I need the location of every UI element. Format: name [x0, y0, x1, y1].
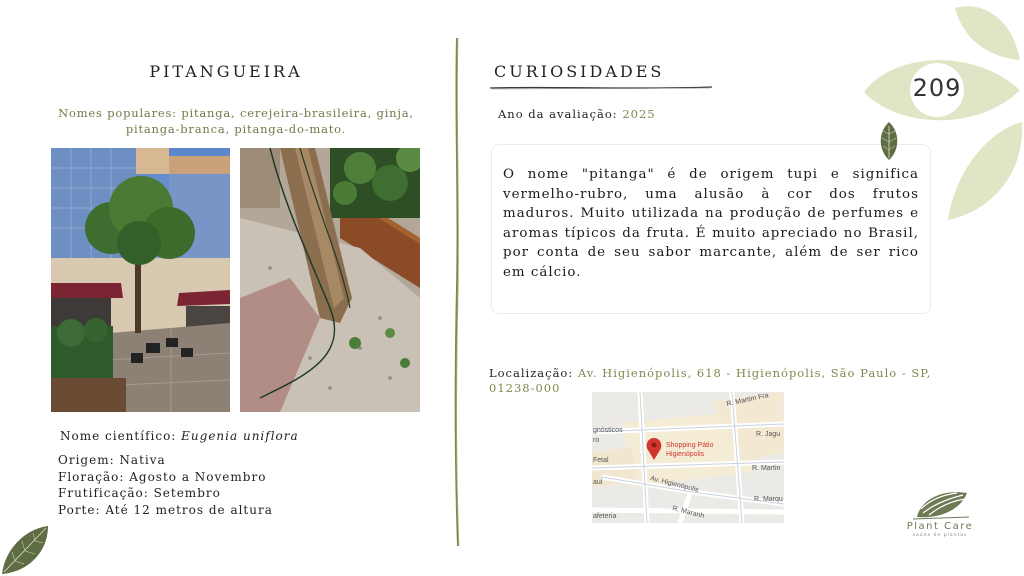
flowering: Floração: Agosto a Novembro — [58, 470, 267, 484]
location-map[interactable] — [592, 392, 784, 523]
title-underline — [490, 84, 712, 92]
curiosities-title: CURIOSIDADES — [494, 62, 665, 81]
map-street-maranh: R. Maranh — [671, 505, 705, 520]
map-street-martin-fr: R. Martim Fra — [725, 392, 770, 408]
brand-name: Plant Care — [906, 521, 974, 532]
map-street-jagu: R. Jagu — [756, 431, 781, 438]
map-label-gnosticos: gnósticos — [593, 427, 623, 434]
year-label: Ano da avaliação: — [498, 107, 623, 121]
scientific-name-label: Nome científico: — [60, 429, 182, 443]
map-poi-line1: Shopping Pátio — [666, 442, 714, 449]
scientific-name-line — [60, 429, 299, 443]
curiosities-text: O nome "pitanga" é de origem tupi e significa vermelho-rubro, uma alusão à cor dos frutos maduros. Muito utilizada na produção de perfumes e aromas típicos da fruta. É muito apreciado no Brasil, por conta de seu sabor marcante, além de ser rico em cálcio. — [503, 167, 919, 280]
map-street-higienopolis: Av. Higienópolis — [649, 475, 700, 494]
tree-photo — [51, 148, 230, 412]
brand-logo-icon — [913, 487, 969, 521]
trunk-photo — [240, 148, 420, 412]
popular-names: Nomes populares: pitanga, cerejeira-brasileira, ginja, pitanga-branca, pitanga-do-mato. — [58, 106, 414, 136]
small-leaf-icon — [878, 122, 900, 160]
map-label-ro: ro — [593, 437, 600, 444]
map-label-fetal: Fetal — [593, 457, 609, 464]
location-label: Localização: — [489, 366, 578, 380]
map-poi-line2: Higienópolis — [666, 451, 705, 458]
map-label-aui: auí — [593, 479, 603, 486]
species-title: PITANGUEIRA — [149, 62, 303, 81]
size: Porte: Até 12 metros de altura — [58, 503, 273, 517]
evaluation-year — [498, 107, 656, 121]
map-street-martin: R. Martin — [752, 465, 781, 472]
corner-leaf-icon — [0, 524, 52, 576]
page-number: 209 — [912, 74, 962, 102]
column-divider — [452, 38, 462, 546]
brand-tagline: saúde de plantas — [912, 533, 968, 538]
scientific-name: Eugenia uniflora — [181, 429, 299, 443]
fruiting: Frutificação: Setembro — [58, 486, 221, 500]
year-value: 2025 — [622, 107, 656, 121]
map-label-afeteria: afeteria — [593, 513, 617, 520]
origin: Origem: Nativa — [58, 453, 166, 467]
location-address: Av. Higienópolis, 618 - Higienópolis, São Paulo - SP, 01238-000 — [489, 366, 932, 395]
map-street-marqu: R. Marqu — [754, 496, 783, 503]
